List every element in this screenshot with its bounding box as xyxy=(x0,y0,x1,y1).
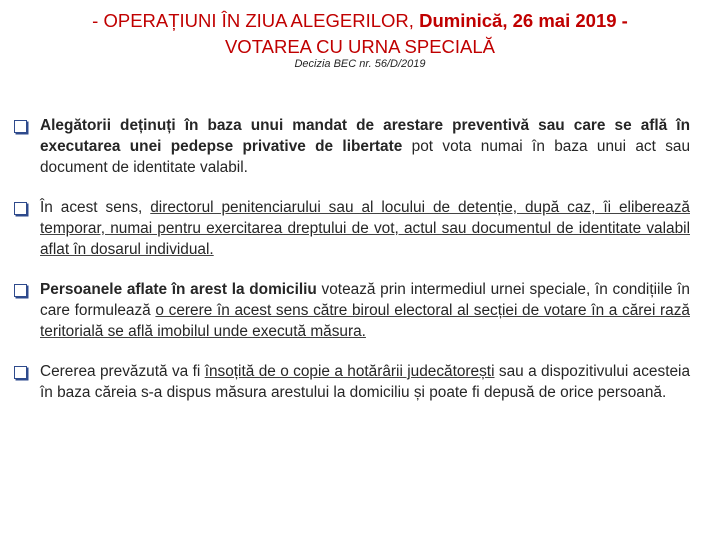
bullet-item-2 xyxy=(14,197,690,260)
bullet-item-3 xyxy=(14,279,690,342)
bullet-2-underlined: directorul penitenciarului sau al locului de detenție, după caz, îi eliberează temporar, numai pentru exercitarea dreptului de vot, actul sau documentul de identitate valabil aflat în dosarul individual. xyxy=(40,199,690,258)
bullet-1-rest: pot vota numai în baza unui act sau document de identitate valabil. xyxy=(40,138,691,176)
bullet-3-middle: votează prin intermediul urnei speciale, în condițiile în care formulează xyxy=(40,281,690,319)
title-line-2: VOTAREA CU URNA SPECIALĂ xyxy=(224,36,496,57)
checkbox-bullet-icon xyxy=(14,120,27,133)
bullet-4-rest: sau a dispozitivului acesteia în baza căreia s-a dispus măsura arestului la domiciliu și poate fi depusă de orice persoană. xyxy=(40,363,691,401)
bullet-2-intro: În acest sens, xyxy=(40,199,151,216)
bullet-1-bold: Alegătorii deținuți în baza unui mandat de arestare preventivă sau care se află în executarea unei pedepse privative de libertate xyxy=(40,117,690,155)
bullet-4-underlined: însoțită de o copie a hotărârii judecătorești xyxy=(204,363,495,380)
checkbox-bullet-icon xyxy=(14,366,27,379)
bullet-item-1 xyxy=(14,115,690,178)
slide-title xyxy=(30,8,690,60)
title-date: Duminică, 26 mai 2019 - xyxy=(413,10,628,31)
title-line-1 xyxy=(30,8,690,34)
bullet-list xyxy=(14,115,690,422)
checkbox-bullet-icon xyxy=(14,202,27,215)
bullet-3-underlined: o cerere în acest sens către biroul electoral al secției de votare în a cărei rază teritorială se află imobilul unde execută măsura. xyxy=(40,302,690,340)
slide-subtitle: Decizia BEC nr. 56/D/2019 xyxy=(294,58,426,70)
checkbox-bullet-icon xyxy=(14,284,27,297)
bullet-item-4 xyxy=(14,361,690,403)
bullet-4-intro: Cererea prevăzută va fi xyxy=(40,363,205,380)
bullet-3-bold: Persoanele aflate în arest la domiciliu xyxy=(40,281,317,298)
title-prefix: - OPERAȚIUNI ÎN ZIUA ALEGERILOR, xyxy=(92,10,414,31)
